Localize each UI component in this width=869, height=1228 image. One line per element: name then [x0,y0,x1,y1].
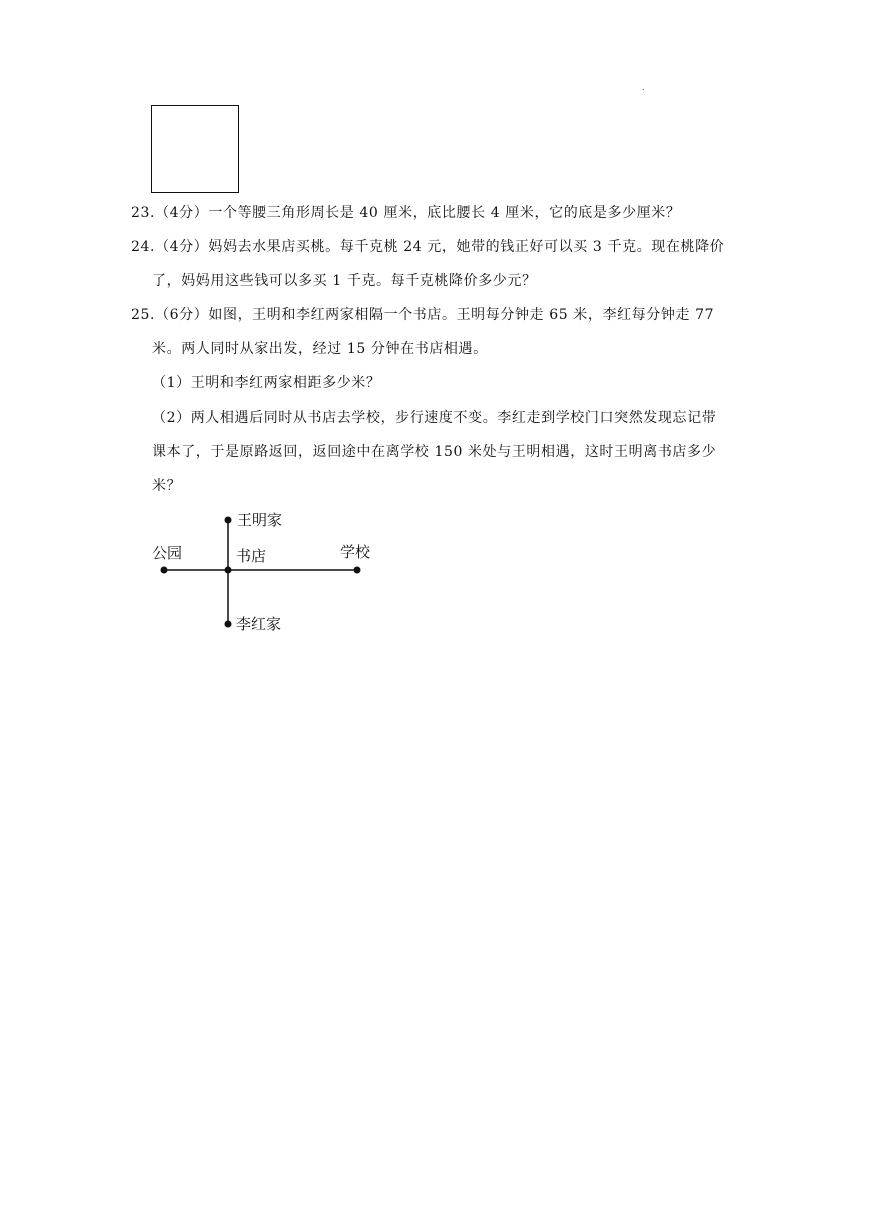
square-figure [151,105,239,193]
question-25-line-1: 25.（6分）如图，王明和李红两家相隔一个书店。王明每分钟走 65 米，李红每分钟走 77 [131,307,715,323]
question-24-line-1: 24.（4分）妈妈去水果店买桃。每千克桃 24 元，她带的钱正好可以买 3 千克。现在桃降价 [131,239,725,255]
bookstore-dot [225,567,232,574]
wangming-home-label: 王明家 [237,511,283,529]
lihong-home-label: 李红家 [236,615,282,633]
question-24-line-2: 了，妈妈用这些钱可以多买 1 千克。每千克桃降价多少元？ [152,273,537,289]
wangming-home-dot [225,517,232,524]
lihong-home-dot [225,621,232,628]
question-25-line-2: 米。两人同时从家出发，经过 15 分钟在书店相遇。 [152,341,488,357]
park-dot [161,567,168,574]
school-dot [354,567,361,574]
route-diagram [148,505,388,640]
question-25-sub-2-line-3: 米？ [152,478,182,494]
question-23-line-1: 23.（4分）一个等腰三角形周长是 40 厘米，底比腰长 4 厘米，它的底是多少厘米？ [131,205,681,221]
school-label: 学校 [340,543,371,561]
header-dot-mark: . [642,83,645,92]
bookstore-label: 书店 [236,547,267,565]
question-25-sub-1: （1）王明和李红两家相距多少米？ [152,375,381,391]
question-25-sub-2-line-1: （2）两人相遇后同时从书店去学校，步行速度不变。李红走到学校门口突然发现忘记带 [152,410,717,426]
park-label: 公园 [152,544,183,562]
question-25-sub-2-line-2: 课本了，于是原路返回，返回途中在离学校 150 米处与王明相遇，这时王明离书店多少 [152,444,717,460]
